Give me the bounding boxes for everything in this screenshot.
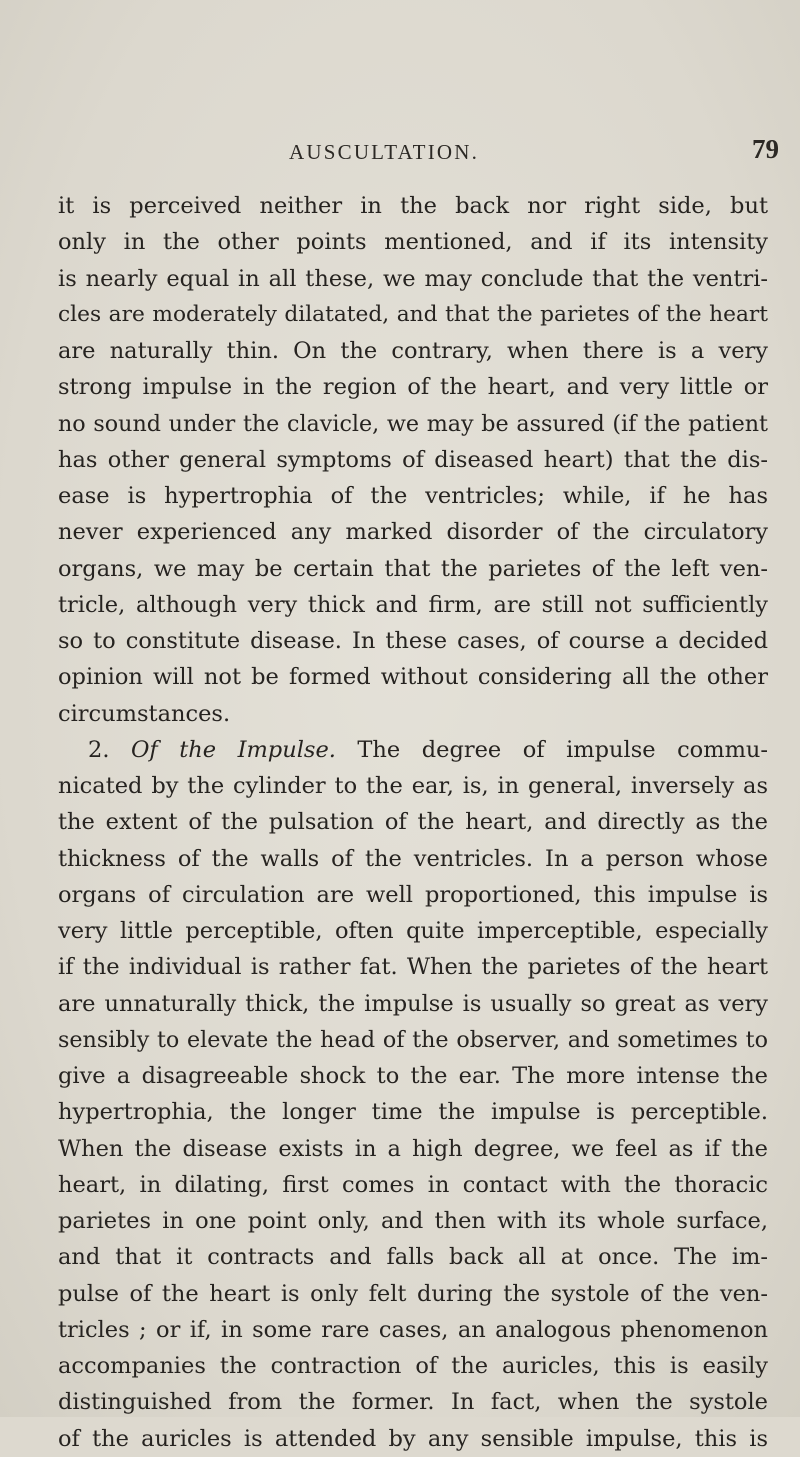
text-line: tricle, although very thick and firm, are still not sufficiently: [58, 591, 768, 618]
text-line: parietes in one point only, and then with its whole surface,: [58, 1208, 768, 1234]
running-head: AUSCULTATION.: [289, 140, 480, 164]
text-line: it is perceived neither in the back nor right side, but: [58, 193, 768, 219]
text-line: so to constitute disease. In these cases, of course a decided: [58, 628, 768, 654]
text-line: if the individual is rather fat. When the parietes of the heart: [58, 954, 768, 981]
text-line: of the auricles is attended by any sensible impulse, this is: [58, 1425, 768, 1452]
section-heading: Of the Impulse.: [130, 736, 336, 763]
text-line: hypertrophia, the longer time the impulse is perceptible.: [58, 1099, 768, 1126]
text-line: nicated by the cylinder to the ear, is, in general, inversely as: [58, 773, 768, 799]
text-line: are naturally thin. On the contrary, when there is a very: [58, 338, 768, 364]
text-line: strong impulse in the region of the heart, and very little or: [58, 374, 768, 401]
text-line: no sound under the clavicle, we may be assured (if the patient: [58, 410, 768, 437]
text-line: distinguished from the former. In fact, when the systole: [58, 1389, 768, 1416]
text-line: organs of circulation are well proportioned, this impulse is: [58, 881, 768, 908]
text-line: sensibly to elevate the head of the observer, and sometimes to: [58, 1026, 768, 1053]
body-text: [58, 188, 768, 1457]
text-line: thickness of the walls of the ventricles. In a person whose: [58, 845, 768, 872]
paragraph-1: [58, 188, 768, 732]
text-line: give a disagreeable shock to the ear. The more intense the: [58, 1063, 768, 1089]
text-line: is nearly equal in all these, we may conclude that the ventri-: [58, 265, 768, 292]
text-line: are unnaturally thick, the impulse is usually so great as very: [58, 990, 768, 1017]
text-line: circumstances.: [58, 700, 231, 727]
text-line: cles are moderately dilatated, and that the parietes of the heart: [58, 301, 768, 327]
text-line: tricles ; or if, in some rare cases, an analogous phenomenon: [58, 1316, 768, 1343]
text-line: ease is hypertrophia of the ventricles; while, if he has: [58, 483, 768, 509]
text-line: opinion will not be formed without considering all the other: [58, 664, 768, 691]
text-line: very little perceptible, often quite imperceptible, especially: [58, 918, 768, 944]
section-number: 2.: [88, 736, 110, 763]
text-line: accompanies the contraction of the auricles, this is easily: [58, 1353, 768, 1379]
page-number: 79: [752, 134, 779, 164]
text-line: and that it contracts and falls back all at once. The im-: [58, 1244, 768, 1271]
text-line: When the disease exists in a high degree, we feel as if the: [58, 1135, 768, 1162]
paragraph-2: [58, 732, 768, 1457]
text-line: organs, we may be certain that the parietes of the left ven-: [58, 555, 768, 582]
text-line: only in the other points mentioned, and if its intensity: [58, 229, 768, 256]
text-line: heart, in dilating, first comes in contact with the thoracic: [58, 1171, 768, 1198]
text-line: never experienced any marked disorder of the circulatory: [58, 519, 768, 546]
page-header: [0, 134, 800, 170]
section-heading-line: [58, 732, 768, 768]
text-line: pulse of the heart is only felt during the systole of the ven-: [58, 1280, 768, 1307]
text-line: the extent of the pulsation of the heart, and directly as the: [58, 809, 768, 836]
text-line: has other general symptoms of diseased heart) that the dis-: [58, 446, 768, 473]
text-line-rest: The degree of impulse commu-: [357, 736, 768, 763]
